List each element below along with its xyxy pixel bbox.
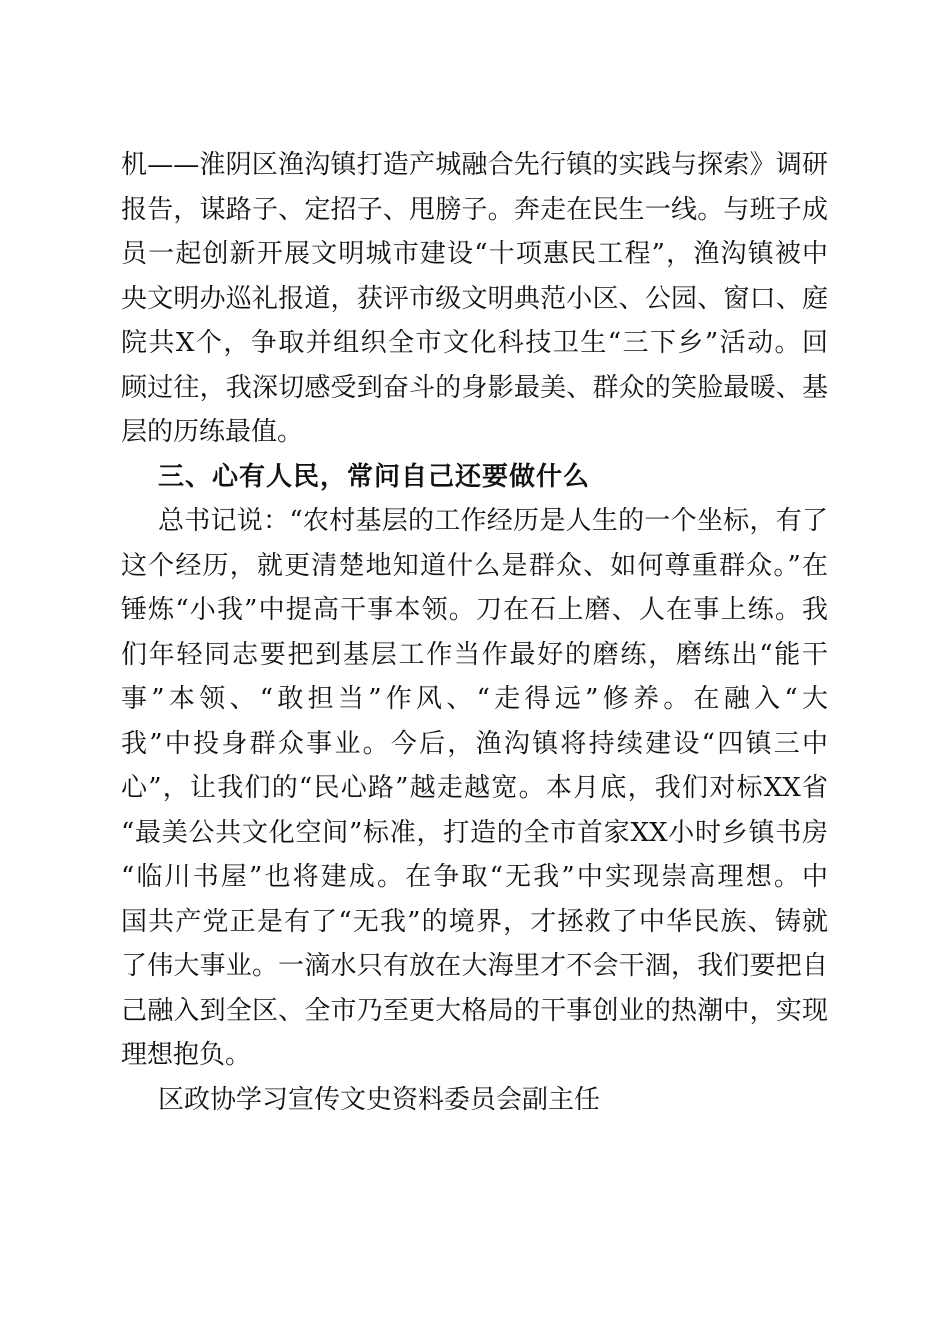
paragraph-2-line: 国共产党正是有了“无我”的境界，才拯救了中华民族、铸就 — [121, 907, 828, 937]
paragraph-1-line: 央文明办巡礼报道，获评市级文明典范小区、公园、窗口、庭 — [121, 284, 828, 314]
paragraph-2-line: 事”本领、“敢担当”作风、“走得远”修养。在融入“大 — [121, 684, 828, 714]
paragraph-2-line: 我”中投身群众事业。今后，渔沟镇将持续建设“四镇三中 — [121, 729, 828, 759]
paragraph-1-line: 员一起创新开展文明城市建设“十项惠民工程”，渔沟镇被中 — [121, 239, 828, 269]
section-heading: 三、心有人民，常问自己还要做什么 — [158, 462, 591, 492]
paragraph-2-line: 己融入到全区、全市乃至更大格局的干事创业的热潮中，实现 — [121, 996, 828, 1026]
paragraph-1-line: 层的历练最值。 — [121, 417, 304, 447]
paragraph-2-line: 锤炼“小我”中提高干事本领。刀在石上磨、人在事上练。我 — [121, 595, 828, 625]
paragraph-2-line: “临川书屋”也将建成。在争取“无我”中实现崇高理想。中 — [121, 862, 828, 892]
paragraph-2-line: 总书记说：“农村基层的工作经历是人生的一个坐标，有了 — [158, 506, 828, 536]
paragraph-1-line: 顾过往，我深切感受到奋斗的身影最美、群众的笑脸最暖、基 — [121, 373, 828, 403]
paragraph-2-line: 这个经历，就更清楚地知道什么是群众、如何尊重群众。”在 — [121, 551, 828, 581]
paragraph-2-line: 了伟大事业。一滴水只有放在大海里才不会干涸，我们要把自 — [121, 951, 828, 981]
paragraph-2-line: “最美公共文化空间”标准，打造的全市首家XX小时乡镇书房 — [121, 818, 828, 848]
paragraph-1-line: 报告，谋路子、定招子、甩膀子。奔走在民生一线。与班子成 — [121, 195, 828, 225]
paragraph-1-line: 机——淮阴区渔沟镇打造产城融合先行镇的实践与探索》调研 — [121, 150, 828, 180]
paragraph-1-line: 院共X个，争取并组织全市文化科技卫生“三下乡”活动。回 — [121, 328, 828, 358]
paragraph-2-line: 理想抱负。 — [121, 1040, 252, 1070]
paragraph-2-line: 心”，让我们的“民心路”越走越宽。本月底，我们对标XX省 — [121, 773, 828, 803]
paragraph-2-line: 们年轻同志要把到基层工作当作最好的磨练，磨练出“能干 — [121, 640, 828, 670]
author-title: 区政协学习宣传文史资料委员会副主任 — [158, 1085, 601, 1115]
